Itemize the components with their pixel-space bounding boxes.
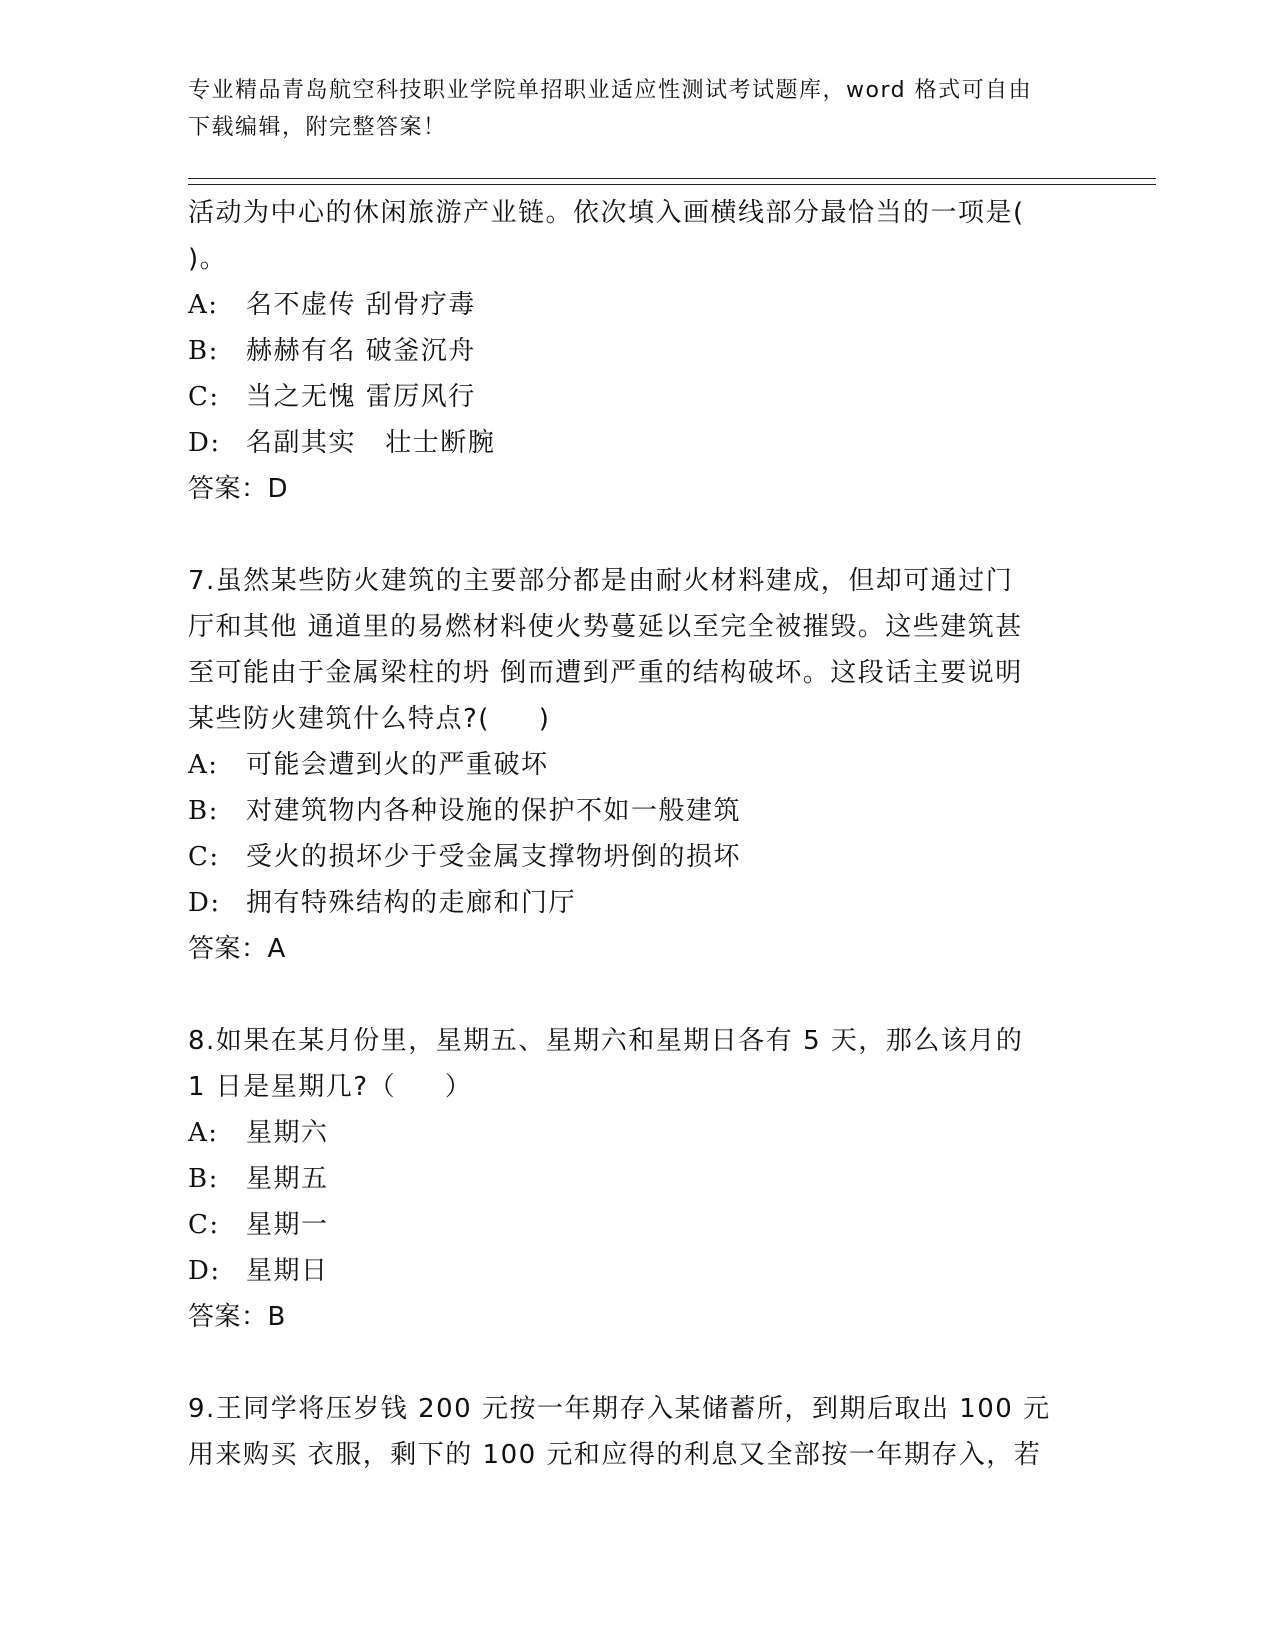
option-text: 名不虚传 刮骨疗毒 [246, 290, 476, 320]
option-a [188, 282, 1088, 328]
option-a [188, 1110, 1088, 1156]
option-text: 星期一 [246, 1210, 329, 1240]
option-letter: B: [188, 796, 219, 826]
question-text-line: 1 日是星期几?（ ） [188, 1072, 473, 1102]
option-a [188, 742, 1088, 788]
option-text: 星期六 [246, 1118, 329, 1148]
option-text: 受火的损坏少于受金属支撑物坍倒的损坏 [246, 842, 742, 872]
option-c [188, 834, 1088, 880]
question-text-line: 7.虽然某些防火建筑的主要部分都是由耐火材料建成，但却可通过门 [188, 566, 1014, 596]
header-rule-bottom [188, 184, 1156, 185]
spacer [188, 1340, 1088, 1386]
option-c [188, 1202, 1088, 1248]
option-b [188, 328, 1088, 374]
spacer [188, 512, 1088, 558]
question-text-line: 活动为中心的休闲旅游产业链。依次填入画横线部分最恰当的一项是( [188, 198, 1025, 228]
question-6 [188, 190, 1088, 512]
option-text: 赫赫有名 破釜沉舟 [246, 336, 476, 366]
option-b [188, 788, 1088, 834]
option-letter: B: [188, 1164, 219, 1194]
option-d [188, 880, 1088, 926]
option-letter: A: [188, 290, 219, 320]
option-letter: C: [188, 842, 220, 872]
option-letter: C: [188, 1210, 220, 1240]
answer-line: 答案：A [188, 934, 286, 964]
question-7 [188, 558, 1088, 972]
question-text-line: 某些防火建筑什么特点?( ) [188, 704, 551, 734]
option-text: 名副其实 壮士断腕 [246, 428, 496, 458]
option-letter: A: [188, 750, 219, 780]
option-d [188, 420, 1088, 466]
question-8 [188, 1018, 1088, 1340]
option-text: 星期五 [246, 1164, 329, 1194]
header-line-2: 下载编辑，附完整答案！ [188, 115, 447, 140]
option-text: 星期日 [246, 1256, 329, 1286]
document-body [188, 190, 1088, 1478]
question-text-line: 至可能由于金属梁柱的坍 倒而遭到严重的结构破坏。这段话主要说明 [188, 658, 1023, 688]
option-letter: C: [188, 382, 220, 412]
spacer [188, 972, 1088, 1018]
option-text: 对建筑物内各种设施的保护不如一般建筑 [246, 796, 742, 826]
option-c [188, 374, 1088, 420]
question-text-line: )。 [188, 244, 228, 274]
header-line-1: 专业精品青岛航空科技职业学院单招职业适应性测试考试题库，word 格式可自由 [188, 78, 1033, 103]
option-letter: D: [188, 1256, 221, 1286]
option-text: 可能会遭到火的严重破坏 [246, 750, 549, 780]
question-text-line: 8.如果在某月份里，星期五、星期六和星期日各有 5 天，那么该月的 [188, 1026, 1024, 1056]
option-letter: D: [188, 428, 221, 458]
option-text: 当之无愧 雷厉风行 [246, 382, 476, 412]
answer-line: 答案：B [188, 1302, 286, 1332]
question-text-line: 9.王同学将压岁钱 200 元按一年期存入某储蓄所，到期后取出 100 元 [188, 1394, 1051, 1424]
option-b [188, 1156, 1088, 1202]
answer-line: 答案：D [188, 474, 289, 504]
option-letter: A: [188, 1118, 219, 1148]
document-header [188, 72, 1068, 146]
question-text-line: 用来购买 衣服，剩下的 100 元和应得的利息又全部按一年期存入，若 [188, 1440, 1042, 1470]
option-d [188, 1248, 1088, 1294]
question-9 [188, 1386, 1088, 1478]
option-text: 拥有特殊结构的走廊和门厅 [246, 888, 577, 918]
option-letter: D: [188, 888, 221, 918]
option-letter: B: [188, 336, 219, 366]
header-rule-top [188, 178, 1156, 179]
question-text-line: 厅和其他 通道里的易燃材料使火势蔓延以至完全被摧毁。这些建筑甚 [188, 612, 1023, 642]
